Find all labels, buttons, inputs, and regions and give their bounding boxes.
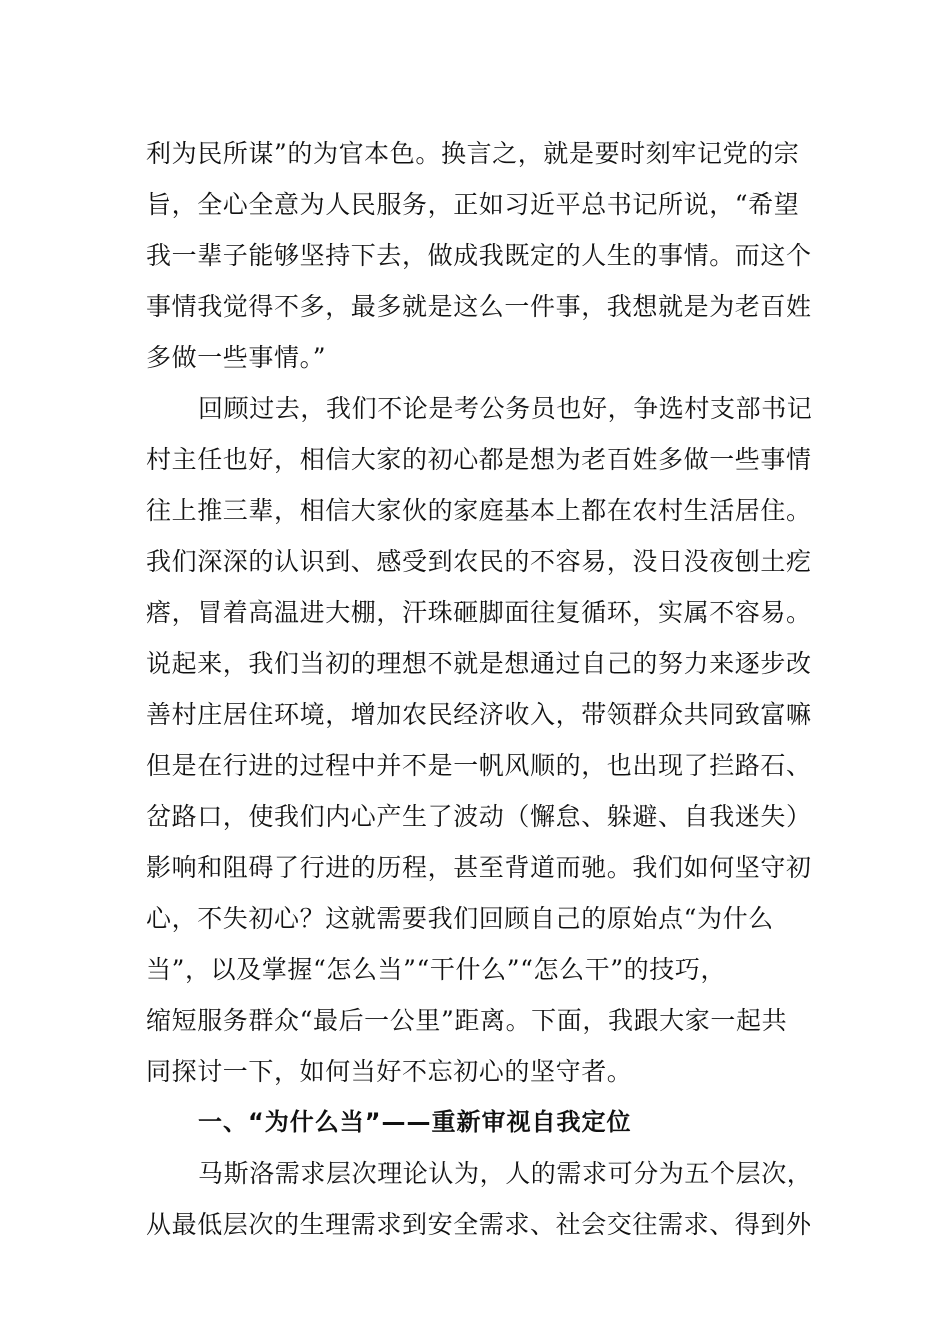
text-line: 旨，全心全意为人民服务，正如习近平总书记所说，“希望 (146, 190, 800, 219)
text-line: 从最低层次的生理需求到安全需求、社会交往需求、得到外 (146, 1210, 812, 1239)
text-line: 我一辈子能够坚持下去，做成我既定的人生的事情。而这个 (146, 241, 812, 270)
text-line: 说起来，我们当初的理想不就是想通过自己的努力来逐步改 (146, 649, 812, 678)
document-body (146, 128, 811, 1250)
text-line: 影响和阻碍了行进的历程，甚至背道而驰。我们如何坚守初 (146, 853, 812, 882)
text-line: 同探讨一下，如何当好不忘初心的坚守者。 (146, 1057, 633, 1086)
text-line: 当”，以及掌握“怎么当”“干什么”“怎么干”的技巧， (146, 955, 727, 984)
text-line: 但是在行进的过程中并不是一帆风顺的，也出现了拦路石、 (146, 751, 812, 780)
text-line: 心，不失初心？这就需要我们回顾自己的原始点“为什么 (146, 904, 774, 933)
text-line: 岔路口，使我们内心产生了波动（懈怠、躲避、自我迷失） (146, 802, 812, 831)
text-line: 村主任也好，相信大家的初心都是想为老百姓多做一些事情 (146, 445, 812, 474)
paragraph-start-line: 马斯洛需求层次理论认为，人的需求可分为五个层次， (198, 1159, 813, 1188)
text-line: 利为民所谋”的为官本色。换言之，就是要时刻牢记党的宗 (146, 139, 800, 168)
text-line: 善村庄居住环境，增加农民经济收入，带领群众共同致富嘛 (146, 700, 812, 729)
text-line: 缩短服务群众“最后一公里”距离。下面，我跟大家一起共 (146, 1006, 788, 1035)
text-line: 多做一些事情。” (146, 343, 327, 372)
text-line: 事情我觉得不多，最多就是这么一件事，我想就是为老百姓 (146, 292, 812, 321)
section-heading: 一、“为什么当”——重新审视自我定位 (198, 1108, 632, 1136)
text-line: 瘩，冒着高温进大棚，汗珠砸脚面往复循环，实属不容易。 (146, 598, 812, 627)
text-line: 我们深深的认识到、感受到农民的不容易，没日没夜刨土疙 (146, 547, 812, 576)
text-line: 往上推三辈，相信大家伙的家庭基本上都在农村生活居住。 (146, 496, 812, 525)
paragraph-start-line: 回顾过去，我们不论是考公务员也好，争选村支部书记 (198, 394, 813, 423)
